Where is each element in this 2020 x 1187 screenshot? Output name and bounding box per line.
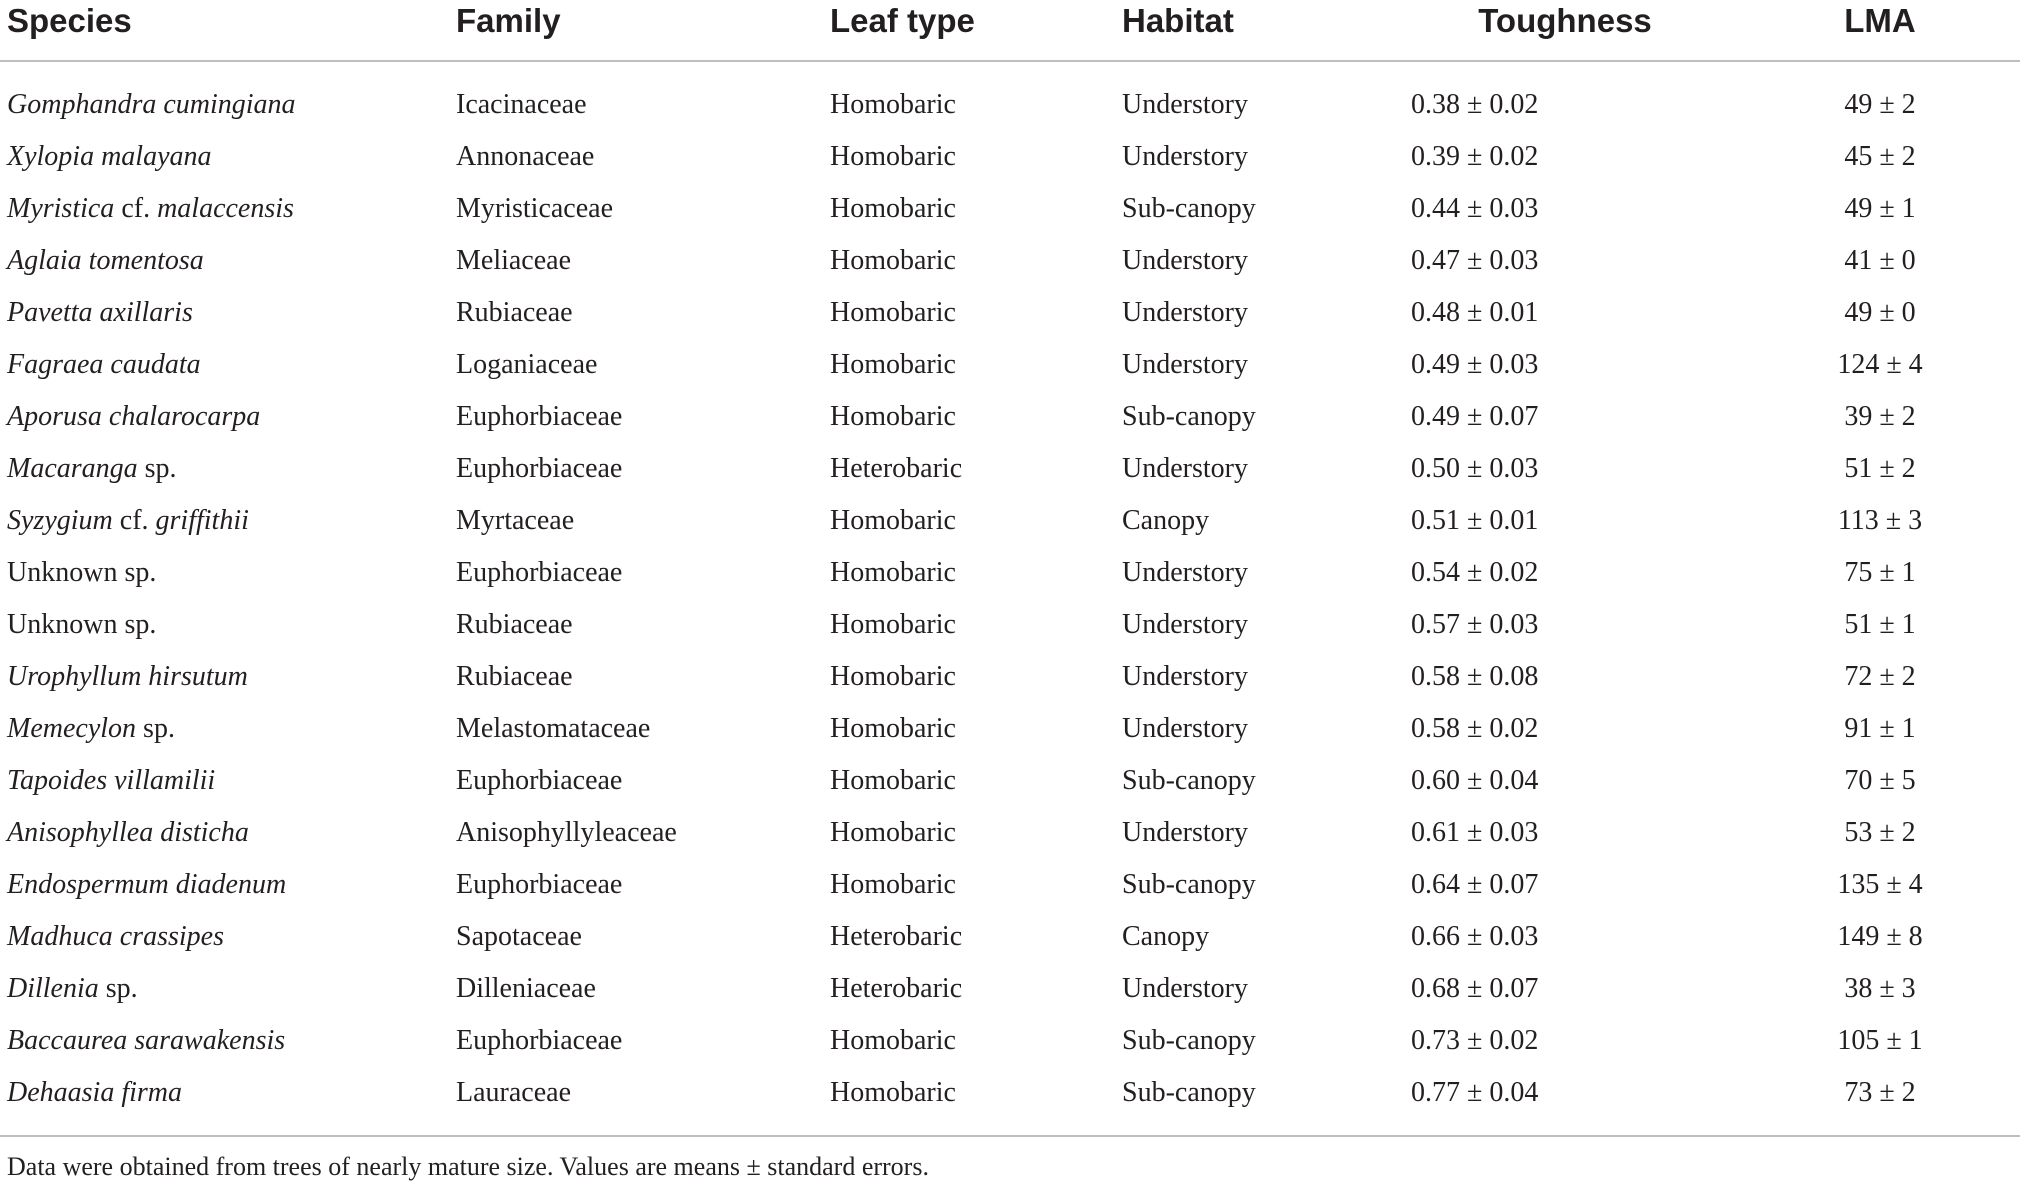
cell-family: Lauraceae (456, 1077, 571, 1108)
species-qualifier: sp. (98, 973, 138, 1004)
cell-toughness: 0.58 ± 0.08 (1411, 661, 1539, 692)
cell-leaf-type: Homobaric (830, 297, 956, 328)
table-row (0, 969, 2020, 1021)
cell-lma: 45 ± 2 (1844, 141, 1916, 172)
cell-family: Dilleniaceae (456, 973, 596, 1004)
cell-toughness: 0.68 ± 0.07 (1411, 973, 1539, 1004)
table-row (0, 85, 2020, 137)
cell-leaf-type: Homobaric (830, 193, 956, 224)
cell-lma: 73 ± 2 (1844, 1077, 1916, 1108)
cell-habitat: Sub-canopy (1122, 401, 1256, 432)
cell-habitat: Sub-canopy (1122, 193, 1256, 224)
cell-species (7, 85, 296, 125)
cell-leaf-type: Homobaric (830, 765, 956, 796)
species-name: Baccaurea sarawakensis (7, 1025, 286, 1056)
cell-toughness: 0.64 ± 0.07 (1411, 869, 1539, 900)
cell-habitat: Sub-canopy (1122, 1025, 1256, 1056)
cell-species (7, 137, 212, 177)
cell-lma: 49 ± 1 (1844, 193, 1916, 224)
cell-lma: 70 ± 5 (1844, 765, 1916, 796)
species-name: Myristica (7, 193, 115, 224)
header-toughness: Toughness (1478, 2, 1652, 39)
table-row (0, 709, 2020, 761)
cell-toughness: 0.44 ± 0.03 (1411, 193, 1539, 224)
cell-leaf-type: Homobaric (830, 1025, 956, 1056)
cell-lma: 135 ± 4 (1837, 869, 1923, 900)
table-row (0, 241, 2020, 293)
cell-family: Rubiaceae (456, 297, 573, 328)
cell-family: Annonaceae (456, 141, 595, 172)
cell-leaf-type: Homobaric (830, 557, 956, 588)
cell-species (7, 345, 201, 385)
cell-habitat: Understory (1122, 609, 1248, 640)
cell-family: Euphorbiaceae (456, 453, 623, 484)
cell-toughness: 0.60 ± 0.04 (1411, 765, 1539, 796)
cell-toughness: 0.73 ± 0.02 (1411, 1025, 1539, 1056)
cell-leaf-type: Homobaric (830, 869, 956, 900)
cell-habitat: Understory (1122, 349, 1248, 380)
cell-habitat: Canopy (1122, 505, 1210, 536)
table-row (0, 293, 2020, 345)
species-qualifier: cf. (114, 193, 158, 224)
table-body (0, 85, 2020, 1125)
species-name: Dehaasia firma (7, 1077, 182, 1108)
cell-habitat: Understory (1122, 245, 1248, 276)
species-qualifier: sp. (137, 453, 177, 484)
species-qualifier: Unknown sp. (7, 557, 157, 588)
cell-habitat: Understory (1122, 817, 1248, 848)
table-row (0, 813, 2020, 865)
cell-leaf-type: Homobaric (830, 141, 956, 172)
cell-toughness: 0.39 ± 0.02 (1411, 141, 1539, 172)
table-row (0, 1073, 2020, 1125)
cell-toughness: 0.77 ± 0.04 (1411, 1077, 1539, 1108)
cell-leaf-type: Heterobaric (830, 453, 963, 484)
cell-leaf-type: Heterobaric (830, 921, 963, 952)
cell-species (7, 657, 248, 697)
cell-family: Sapotaceae (456, 921, 582, 952)
cell-toughness: 0.51 ± 0.01 (1411, 505, 1539, 536)
cell-species (7, 449, 177, 489)
species-name: Xylopia malayana (7, 141, 212, 172)
cell-habitat: Understory (1122, 973, 1248, 1004)
table-row (0, 605, 2020, 657)
table-row (0, 657, 2020, 709)
cell-habitat: Understory (1122, 89, 1248, 120)
cell-toughness: 0.54 ± 0.02 (1411, 557, 1539, 588)
cell-toughness: 0.58 ± 0.02 (1411, 713, 1539, 744)
species-name: Memecylon (7, 713, 137, 744)
species-name: Dillenia (7, 973, 99, 1004)
cell-toughness: 0.49 ± 0.03 (1411, 349, 1539, 380)
cell-species (7, 189, 294, 229)
species-name: Fagraea caudata (7, 349, 201, 380)
cell-toughness: 0.61 ± 0.03 (1411, 817, 1539, 848)
header-lma: LMA (1844, 2, 1916, 39)
header-family: Family (456, 2, 561, 39)
species-name: Aglaia tomentosa (7, 245, 204, 276)
cell-family: Euphorbiaceae (456, 401, 623, 432)
cell-toughness: 0.66 ± 0.03 (1411, 921, 1539, 952)
table-footnote: Data were obtained from trees of nearly mature size. Values are means ± standard errors. (7, 1152, 929, 1181)
cell-lma: 49 ± 2 (1844, 89, 1916, 120)
table-row (0, 189, 2020, 241)
cell-habitat: Understory (1122, 661, 1248, 692)
cell-lma: 51 ± 2 (1844, 453, 1916, 484)
cell-leaf-type: Homobaric (830, 609, 956, 640)
cell-family: Rubiaceae (456, 609, 573, 640)
table-bottom-rule (0, 1135, 2020, 1137)
table-row (0, 345, 2020, 397)
cell-habitat: Sub-canopy (1122, 1077, 1256, 1108)
cell-species (7, 241, 204, 281)
cell-lma: 49 ± 0 (1844, 297, 1916, 328)
cell-habitat: Canopy (1122, 921, 1210, 952)
cell-family: Euphorbiaceae (456, 765, 623, 796)
species-name: Aporusa chalarocarpa (7, 401, 261, 432)
species-qualifier: sp. (136, 713, 175, 744)
cell-leaf-type: Homobaric (830, 505, 956, 536)
cell-leaf-type: Homobaric (830, 349, 956, 380)
species-qualifier: cf. (112, 505, 156, 536)
cell-toughness: 0.57 ± 0.03 (1411, 609, 1539, 640)
cell-family: Myrtaceae (456, 505, 575, 536)
cell-family: Anisophyllyleaceae (456, 817, 677, 848)
cell-leaf-type: Homobaric (830, 245, 956, 276)
cell-lma: 124 ± 4 (1837, 349, 1923, 380)
species-name: Urophyllum hirsutum (7, 661, 248, 692)
species-name: Madhuca crassipes (7, 921, 224, 952)
cell-lma: 53 ± 2 (1844, 817, 1916, 848)
cell-habitat: Understory (1122, 141, 1248, 172)
cell-habitat: Understory (1122, 297, 1248, 328)
species-name: Syzygium (7, 505, 113, 536)
cell-leaf-type: Homobaric (830, 713, 956, 744)
species-name: Pavetta axillaris (7, 297, 193, 328)
cell-family: Myristicaceae (456, 193, 614, 224)
cell-species (7, 605, 156, 645)
species-name: Endospermum diadenum (7, 869, 287, 900)
cell-toughness: 0.48 ± 0.01 (1411, 297, 1539, 328)
table-row (0, 553, 2020, 605)
cell-habitat: Understory (1122, 557, 1248, 588)
species-name: Anisophyllea disticha (7, 817, 249, 848)
cell-family: Loganiaceae (456, 349, 598, 380)
cell-lma: 39 ± 2 (1844, 401, 1916, 432)
cell-lma: 41 ± 0 (1844, 245, 1916, 276)
cell-lma: 113 ± 3 (1837, 505, 1923, 536)
cell-toughness: 0.49 ± 0.07 (1411, 401, 1539, 432)
cell-toughness: 0.38 ± 0.02 (1411, 89, 1539, 120)
cell-toughness: 0.50 ± 0.03 (1411, 453, 1539, 484)
cell-species (7, 293, 193, 333)
cell-species (7, 813, 249, 853)
header-species: Species (7, 2, 132, 39)
table-header-row (0, 0, 2020, 62)
cell-species (7, 709, 175, 749)
cell-family: Euphorbiaceae (456, 1025, 623, 1056)
cell-lma: 91 ± 1 (1844, 713, 1916, 744)
cell-species (7, 865, 286, 905)
cell-lma: 51 ± 1 (1844, 609, 1916, 640)
table-row (0, 501, 2020, 553)
cell-leaf-type: Homobaric (830, 89, 956, 120)
table-row (0, 397, 2020, 449)
cell-family: Rubiaceae (456, 661, 573, 692)
cell-leaf-type: Homobaric (830, 1077, 956, 1108)
cell-species (7, 917, 224, 957)
cell-leaf-type: Homobaric (830, 401, 956, 432)
cell-family: Meliaceae (456, 245, 572, 276)
cell-species (7, 969, 138, 1009)
cell-lma: 72 ± 2 (1844, 661, 1916, 692)
table-row (0, 1021, 2020, 1073)
cell-habitat: Understory (1122, 453, 1248, 484)
species-name: Macaranga (7, 453, 138, 484)
cell-species (7, 1073, 182, 1113)
species-epithet: griffithii (155, 505, 249, 536)
cell-lma: 75 ± 1 (1844, 557, 1916, 588)
cell-family: Icacinaceae (456, 89, 587, 120)
header-leaf-type: Leaf type (830, 2, 975, 39)
cell-family: Melastomataceae (456, 713, 651, 744)
species-qualifier: Unknown sp. (7, 609, 157, 640)
cell-species (7, 553, 156, 593)
cell-lma: 105 ± 1 (1837, 1025, 1923, 1056)
cell-habitat: Understory (1122, 713, 1248, 744)
cell-habitat: Sub-canopy (1122, 869, 1256, 900)
table-row (0, 917, 2020, 969)
cell-lma: 149 ± 8 (1837, 921, 1923, 952)
table-row (0, 865, 2020, 917)
species-name: Gomphandra cumingiana (7, 89, 296, 120)
cell-leaf-type: Heterobaric (830, 973, 963, 1004)
cell-lma: 38 ± 3 (1844, 973, 1916, 1004)
table-row (0, 761, 2020, 813)
species-name: Tapoides villamilii (7, 765, 216, 796)
table-row (0, 449, 2020, 501)
species-epithet: malaccensis (157, 193, 294, 224)
table-row (0, 137, 2020, 189)
cell-species (7, 397, 260, 437)
cell-species (7, 501, 249, 541)
cell-toughness: 0.47 ± 0.03 (1411, 245, 1539, 276)
cell-leaf-type: Homobaric (830, 817, 956, 848)
cell-leaf-type: Homobaric (830, 661, 956, 692)
cell-family: Euphorbiaceae (456, 869, 623, 900)
cell-species (7, 761, 215, 801)
cell-habitat: Sub-canopy (1122, 765, 1256, 796)
cell-species (7, 1021, 285, 1061)
header-habitat: Habitat (1122, 2, 1234, 39)
cell-family: Euphorbiaceae (456, 557, 623, 588)
